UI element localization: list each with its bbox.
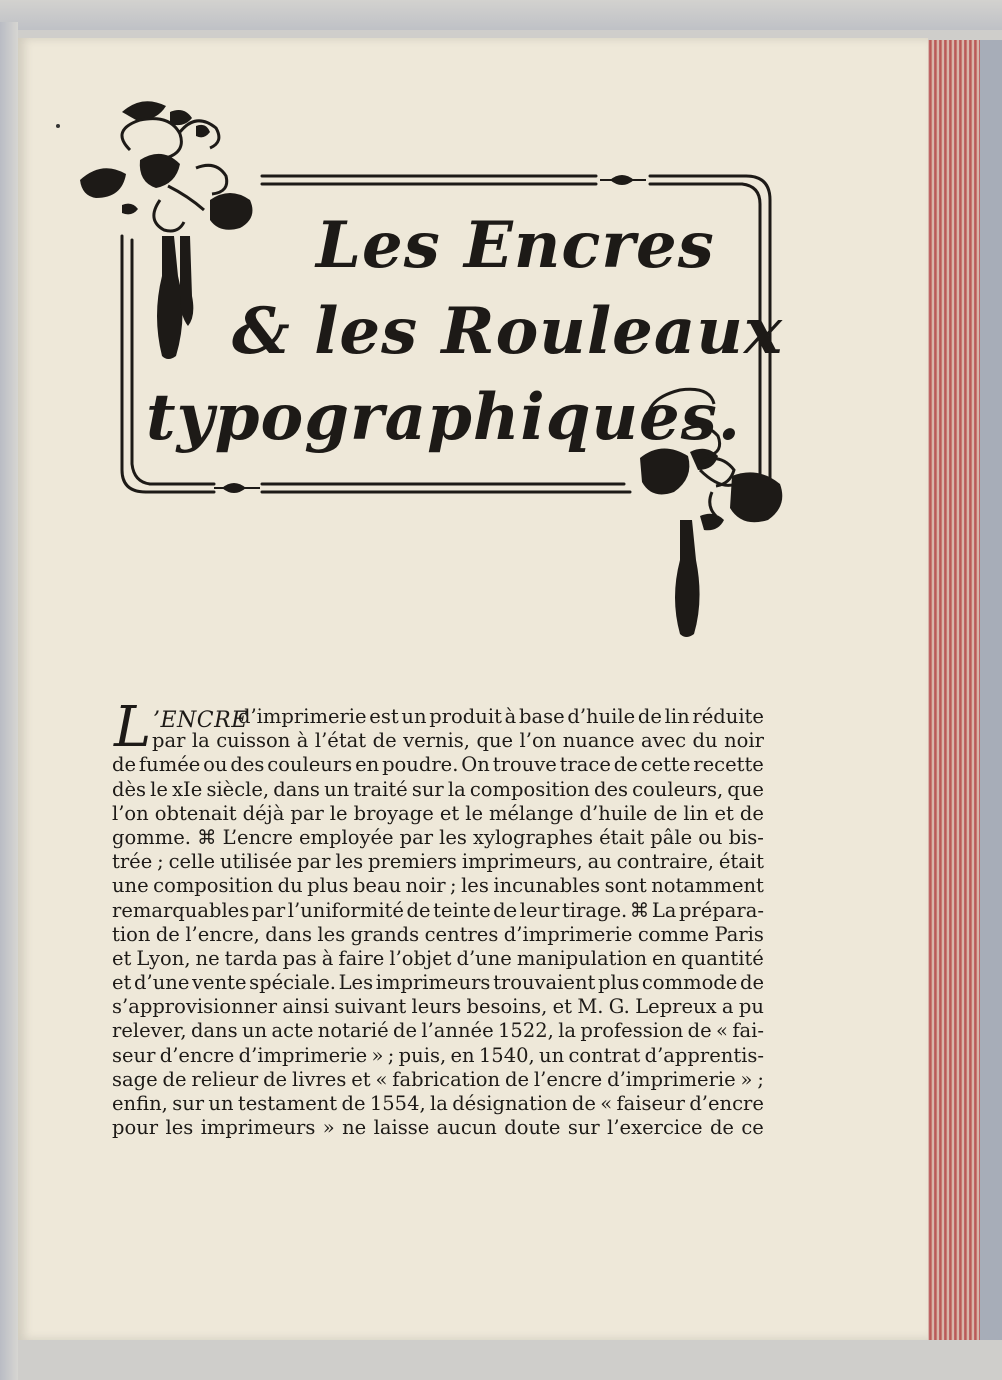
text-line: trée ; celle utilisée par les premiers imprimeurs, au contraire, était	[112, 850, 764, 874]
text-line: remarquables par l’uniformité de teinte de leur tirage. ⌘ La prépara-	[112, 898, 764, 922]
title-line-1: Les Encres	[316, 208, 715, 283]
text-line: une composition du plus beau noir ; les incunables sont notamment	[112, 874, 764, 898]
text-line: relever, dans un acte notarié de l’année 1522, la profession de « fai-	[112, 1019, 764, 1043]
body-text	[112, 705, 764, 1140]
text-line: sage de relieur de livres et « fabrication de l’encre d’imprimerie » ;	[112, 1067, 764, 1091]
text-line: s’approvisionner ainsi suivant leurs besoins, et M. G. Lepreux a pu	[112, 995, 764, 1019]
title-line-3: typographiques.	[146, 380, 742, 455]
text-line: de fumée ou des couleurs en poudre. On trouve trace de cette recette	[112, 753, 764, 777]
drop-cap: L	[114, 695, 152, 760]
lead-small-caps: ’ENCRE	[153, 708, 248, 733]
text-line: enfin, sur un testament de 1554, la désignation de « faiseur d’encre	[112, 1092, 764, 1115]
text-line: par la cuisson à l’état de vernis, que l’on nuance avec du noir	[152, 729, 764, 753]
text-line: tion de l’encre, dans les grands centres d’imprimerie comme Paris	[112, 922, 764, 946]
text-line: et d’une vente spéciale. Les imprimeurs trouvaient plus commode de	[112, 971, 764, 995]
text-line: d’imprimerie est un produit à base d’huile de lin réduite	[238, 705, 764, 728]
text-line: dès le xIe siècle, dans un traité sur la composition des couleurs, que	[112, 777, 764, 801]
text-line: gomme. ⌘ L’encre employée par les xylographes était pâle ou bis-	[112, 825, 764, 849]
text-line: l’on obtenait déjà par le broyage et le mélange d’huile de lin et de	[112, 801, 764, 825]
text-line: seur d’encre d’imprimerie » ; puis, en 1540, un contrat d’apprentis-	[112, 1043, 764, 1067]
title-line-2: & les Rouleaux	[232, 294, 783, 369]
text-line: pour les imprimeurs » ne laisse aucun doute sur l’exercice de ce	[112, 1116, 764, 1140]
text-line: et Lyon, ne tarda pas à faire l’objet d’une manipulation en quantité	[112, 946, 764, 970]
